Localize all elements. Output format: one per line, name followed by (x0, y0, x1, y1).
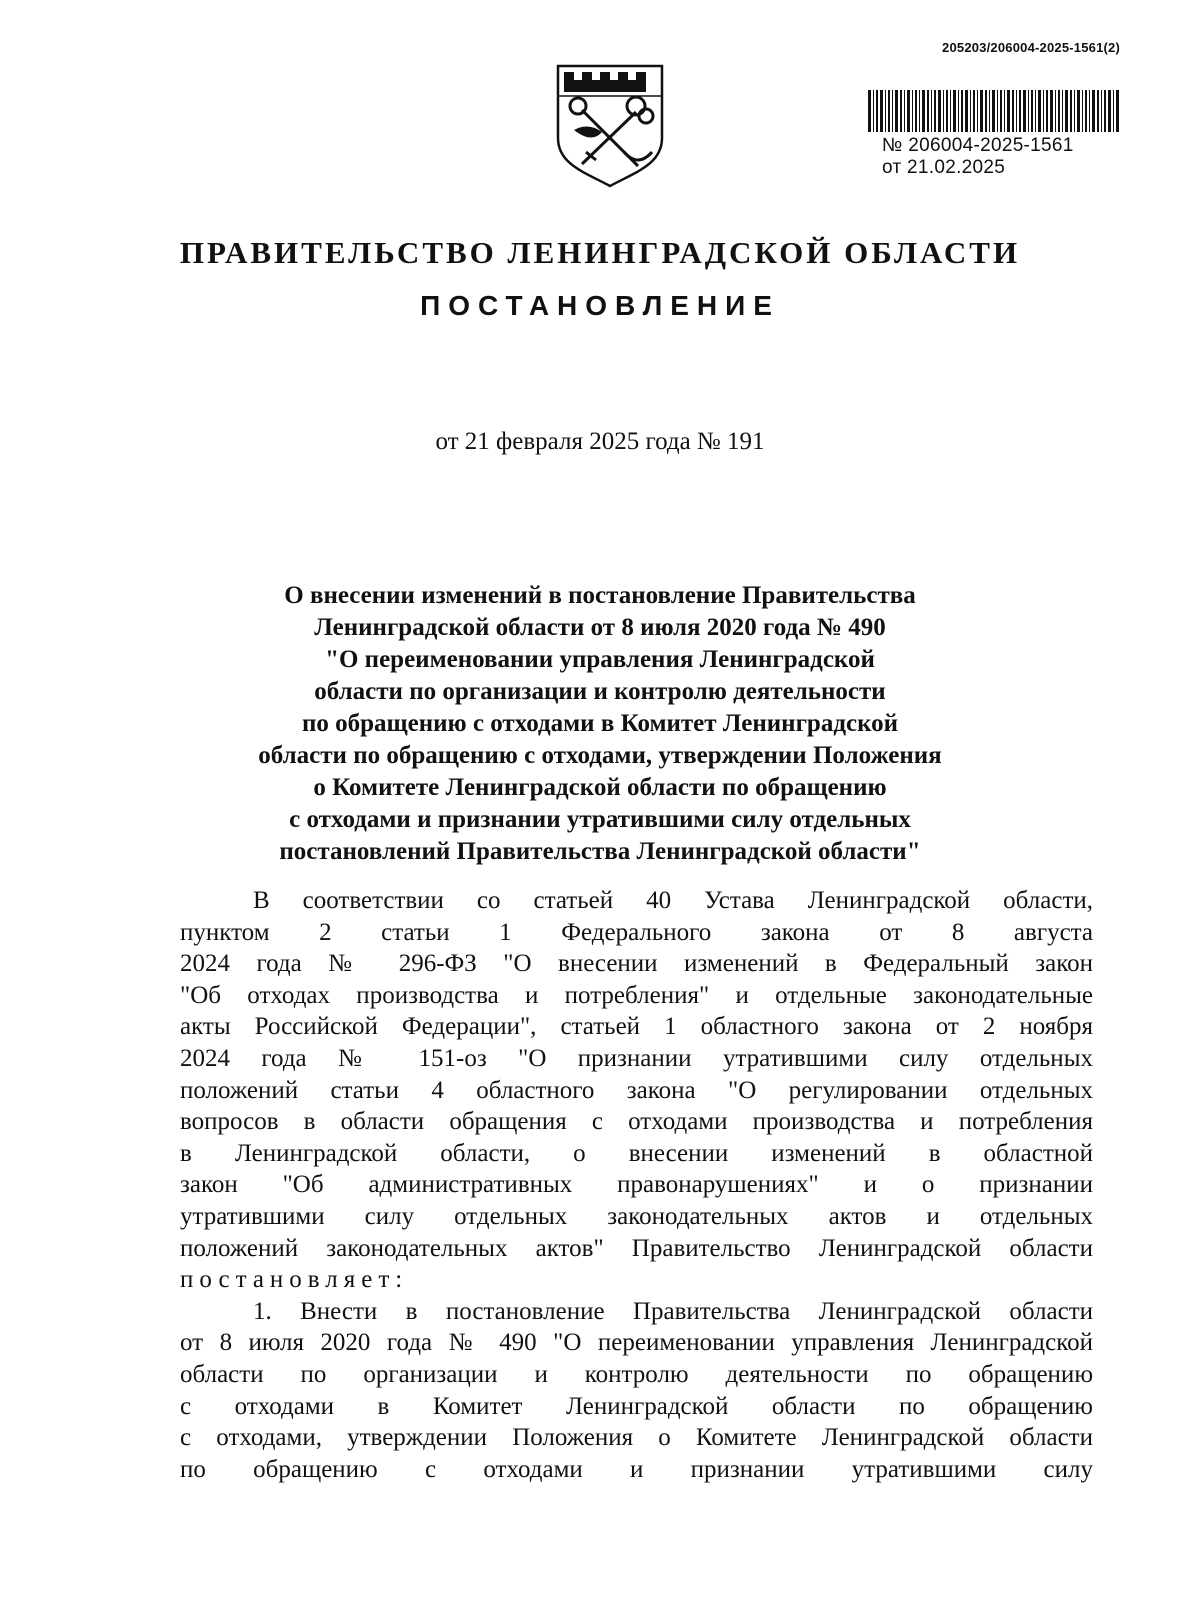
body-line: с отходами, утверждении Положения о Комитете Ленинградской области (180, 1424, 1093, 1452)
body-line: от 8 июля 2020 года № 490 "О переименовании управления Ленинградской (180, 1329, 1093, 1357)
barcode-icon (868, 90, 1120, 132)
body-line: закон "Об административных правонарушениях" и о признании (180, 1171, 1093, 1199)
subject-line: области по обращению с отходами, утверждении Положения (258, 742, 942, 769)
registration-date: от 21.02.2025 (882, 157, 1006, 178)
body-line: положений законодательных актов" Правительство Ленинградской области (180, 1234, 1093, 1262)
subject-line: "О переименовании управления Ленинградской (325, 646, 875, 673)
body-line: "Об отходах производства и потребления" и отдельные законодательные (180, 981, 1093, 1009)
registration-block (868, 90, 1120, 179)
body-line: положений статьи 4 областного закона "О регулировании отдельных (180, 1076, 1093, 1104)
government-title: ПРАВИТЕЛЬСТВО ЛЕНИНГРАДСКОЙ ОБЛАСТИ (179, 235, 1021, 270)
decree-body (180, 885, 1093, 1485)
document-reference: 205203/206004-2025-1561(2) (942, 40, 1120, 55)
body-line: пунктом 2 статьи 1 Федерального закона от 8 августа (180, 918, 1093, 946)
body-line: вопросов в области обращения с отходами производства и потребления (180, 1108, 1093, 1136)
subject-line: постановлений Правительства Ленинградской области" (279, 838, 921, 865)
body-line: с отходами в Комитет Ленинградской области по обращению (180, 1392, 1093, 1420)
body-line: 2024 года № 296-ФЗ "О внесении изменений в Федеральный закон (180, 950, 1093, 978)
body-line-resolves: постановляет: (180, 1266, 409, 1294)
subject-line: области по организации и контролю деятельности (314, 678, 886, 705)
subject-line: Ленинградской области от 8 июля 2020 года № 490 (314, 614, 886, 641)
decree-subject (200, 580, 1000, 868)
subject-line: с отходами и признании утратившими силу отдельных (289, 806, 911, 833)
document-type: ПОСТАНОВЛЕНИЕ (420, 290, 780, 321)
body-line: утратившими силу отдельных законодательных актов и отдельных (180, 1202, 1093, 1230)
registration-number: № 206004-2025-1561 (882, 135, 1074, 156)
subject-line: по обращению с отходами в Комитет Ленинградской (301, 710, 899, 737)
subject-line: о Комитете Ленинградской области по обращению (313, 774, 887, 801)
coat-of-arms-icon (552, 60, 668, 190)
body-line: 2024 года № 151-оз "О признании утратившими силу отдельных (180, 1044, 1093, 1072)
body-line: акты Российской Федерации", статьей 1 областного закона от 2 ноября (180, 1013, 1093, 1041)
body-line: области по организации и контролю деятельности по обращению (180, 1360, 1093, 1388)
decree-date-number: от 21 февраля 2025 года № 191 (435, 428, 765, 455)
body-line: 1. Внести в постановление Правительства Ленинградской области (253, 1297, 1093, 1325)
body-line: в Ленинградской области, о внесении изменений в областной (180, 1139, 1093, 1167)
body-line: по обращению с отходами и признании утратившими силу (180, 1455, 1093, 1483)
subject-line: О внесении изменений в постановление Правительства (284, 582, 916, 609)
body-line: В соответствии со статьей 40 Устава Ленинградской области, (253, 887, 1093, 914)
